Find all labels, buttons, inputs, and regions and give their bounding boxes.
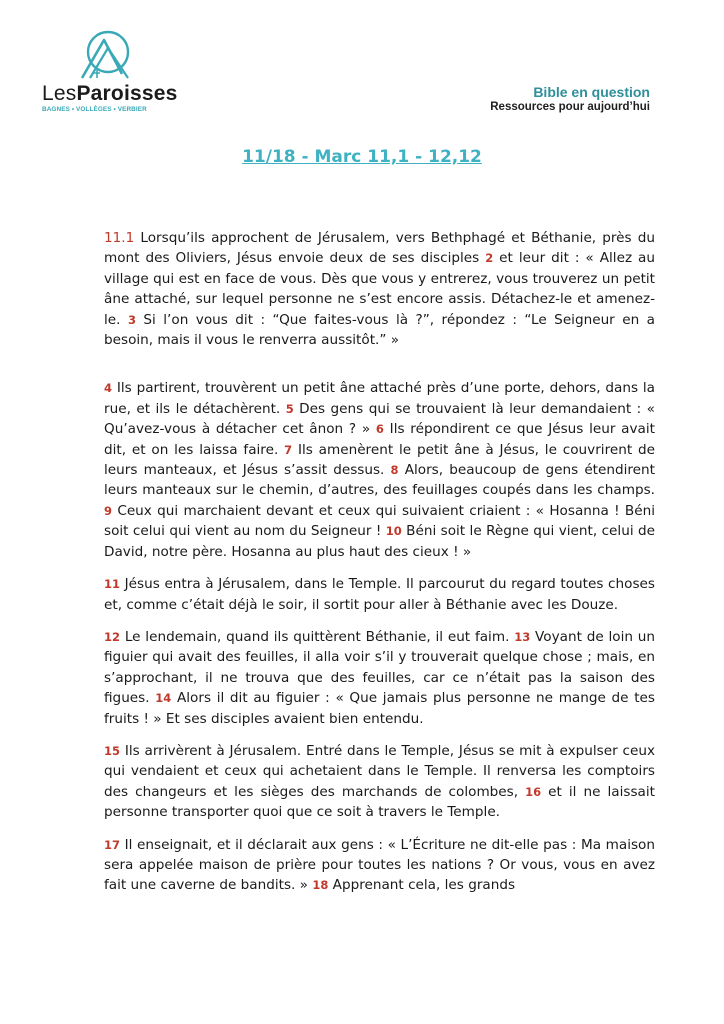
verse-number: 5	[285, 401, 294, 416]
verse-number: 2	[485, 251, 494, 266]
verse-number: 3	[127, 312, 136, 327]
verse-number: 6	[375, 422, 384, 437]
verse-number: 16	[525, 784, 542, 799]
scripture-paragraph	[104, 574, 655, 615]
verse-text: Ils partirent, trouvèrent un petit âne attaché près d’une porte, dehors, dans la rue, et ils le détachèrent.	[104, 380, 655, 417]
logo-subtitle: BAGNES • VOLLÈGES • VERBIER	[42, 106, 147, 113]
verse-text: Si l’on vous dit : “Que faites-vous là ?”, répondez : “Le Seigneur en a besoin, mais il vous le renverra aussitôt.” »	[104, 311, 655, 349]
verse-text: Béni soit le Règne qui vient, celui de David, notre père. Hosanna au plus haut des cieux ! »	[104, 523, 655, 560]
verse-number: 11	[104, 577, 121, 592]
verse-text: et leur dit : « Allez au village qui est en face de vous. Dès que vous y entrerez, vous trouverez un petit âne attaché, sur lequel personne ne s’est encore assis. Détachez-le et amenez-le.	[104, 250, 655, 328]
parish-logo	[42, 30, 182, 113]
verse-text: Apprenant cela, les grands	[328, 877, 516, 894]
verse-text: Lorsqu’ils approchent de Jérusalem, vers Bethphagé et Béthanie, près du mont des Oliviers, Jésus envoie deux de ses disciples	[104, 230, 655, 267]
verse-text: Il enseignait, et il déclarait aux gens : « L’Écriture ne dit-elle pas : Ma maison sera appelée maison de prière pour toutes les nations ? Or vous, vous en avez fait une caverne de bandits. »	[104, 836, 655, 894]
passage-title: 11/18 - Marc 11,1 - 12,12	[242, 147, 482, 167]
scripture-paragraph	[104, 378, 655, 562]
verse-text: Alors, beaucoup de gens étendirent leurs manteaux sur le chemin, d’autres, des feuillages coupés dans les champs.	[104, 462, 655, 499]
verse-number: 14	[155, 691, 172, 706]
verse-text: Ils répondirent ce que Jésus leur avait dit, et on les laissa faire.	[104, 421, 655, 458]
scripture-paragraph	[104, 627, 655, 729]
logo-wordmark: LesParoisses	[42, 82, 178, 105]
scripture-paragraph	[104, 835, 655, 896]
verse-number: 4	[104, 381, 113, 396]
mountain-logo-icon	[78, 30, 134, 80]
verse-text: Jésus entra à Jérusalem, dans le Temple. Il parcourut du regard toutes choses et, comme c’était déjà le soir, il sortit pour aller à Béthanie avec les Douze.	[104, 576, 655, 613]
verse-text: Ils amenèrent le petit âne à Jésus, le couvrirent de leurs manteaux, et Jésus s’assit dessus.	[104, 441, 655, 479]
header-title: Bible en question	[533, 84, 650, 100]
verse-number: 12	[104, 629, 121, 644]
verse-text: Ils arrivèrent à Jérusalem. Entré dans le Temple, Jésus se mit à expulser ceux qui vendaient et ceux qui achetaient dans le Temple. Il renversa les comptoirs des changeurs et les sièges des marchands de colombes,	[104, 742, 655, 800]
scripture-paragraph	[104, 228, 655, 350]
verse-number: 17	[104, 837, 121, 852]
header-block	[490, 84, 650, 113]
verse-number: 11.1	[104, 230, 135, 246]
verse-text: Voyant de loin un figuier qui avait des feuilles, il alla voir s’il y trouverait quelque chose ; mais, en s’approchant, il ne trouva que des feuilles, car ce n’était pas la saison des figues.	[104, 628, 656, 707]
verse-text: Ceux qui marchaient devant et ceux qui suivaient criaient : « Hosanna ! Béni soit celui qui vient au nom du Seigneur !	[104, 502, 655, 540]
scripture-paragraph	[104, 741, 655, 823]
verse-number: 18	[312, 878, 329, 893]
scripture-body	[104, 228, 655, 896]
verse-number: 9	[104, 503, 113, 518]
verse-text: Le lendemain, quand ils quittèrent Béthanie, il eut faim.	[120, 628, 515, 645]
verse-number: 10	[385, 524, 402, 539]
verse-number: 15	[104, 743, 121, 758]
verse-number: 7	[284, 442, 293, 457]
verse-text: Des gens qui se trouvaient là leur demandaient : « Qu’avez-vous à détacher cet ânon ? »	[104, 400, 655, 438]
verse-number: 8	[390, 463, 399, 478]
verse-number: 13	[514, 629, 531, 644]
verse-text: Alors il dit au figuier : « Que jamais plus personne ne mange de tes fruits ! » Et ses disciples avaient bien entendu.	[104, 690, 655, 727]
verse-text: et il ne laissait personne transporter quoi que ce soit à travers le Temple.	[104, 783, 655, 821]
header-subtitle: Ressources pour aujourd’hui	[490, 101, 650, 113]
